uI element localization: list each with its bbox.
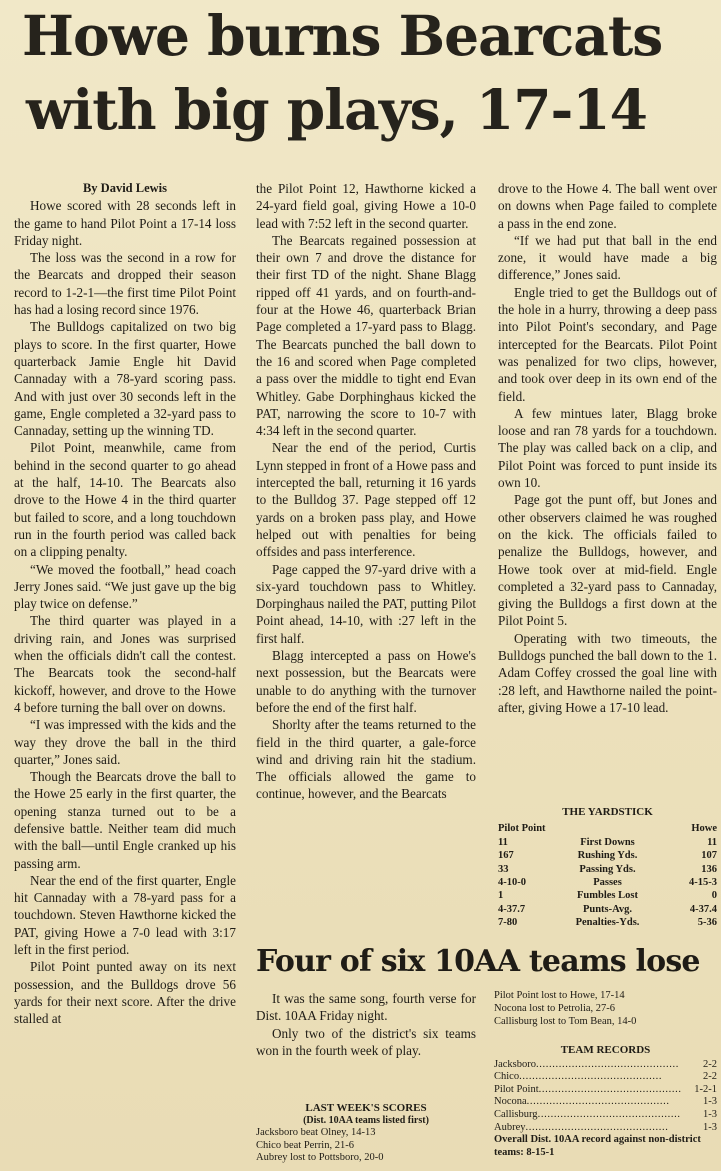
left-team: Pilot Point bbox=[498, 823, 546, 835]
yardstick-table bbox=[498, 806, 717, 930]
stat-name: First Downs bbox=[580, 836, 635, 848]
score-line: Aubrey lost to Pottsboro, 20-0 bbox=[256, 1152, 384, 1164]
stat-name: Penalties-Yds. bbox=[575, 917, 640, 929]
leader-dots bbox=[536, 1059, 703, 1072]
left-value: 1 bbox=[498, 890, 504, 902]
record-row bbox=[494, 1109, 717, 1122]
right-value: 11 bbox=[707, 836, 717, 848]
paragraph: “If we had put that ball in the end zone, it would have made a big difference,” Jones said. bbox=[498, 232, 717, 283]
leader-dots bbox=[538, 1109, 703, 1122]
byline: By David Lewis bbox=[82, 181, 168, 195]
yardstick-title: THE YARDSTICK bbox=[562, 806, 653, 818]
right-team: Howe bbox=[691, 823, 717, 835]
paragraph: Blagg intercepted a pass on Howe's next possession, but the Bearcats were unable to do anything with the turnover before the end of the first half. bbox=[256, 648, 476, 715]
team-record: 1-2-1 bbox=[694, 1083, 717, 1095]
paragraph: Only two of the district's six teams won in the fourth week of play. bbox=[256, 1025, 476, 1058]
team-record: 1-3 bbox=[703, 1108, 717, 1120]
yardstick-row bbox=[498, 863, 717, 876]
right-value: 4-37.4 bbox=[689, 903, 717, 915]
team-name: Aubrey bbox=[494, 1121, 526, 1133]
team-name: Nocona bbox=[494, 1096, 527, 1108]
paragraph: Howe scored with 28 seconds left in the game to hand Pilot Point a 17-14 loss Friday night. bbox=[14, 198, 236, 248]
paragraph: “We moved the football,” head coach Jerry Jones said. “We just gave up the big play twice on defense.” bbox=[14, 561, 236, 612]
left-value: 11 bbox=[498, 836, 508, 848]
leader-dots bbox=[526, 1122, 704, 1135]
sidebar-headline: Four of six 10AA teams lose bbox=[256, 944, 700, 979]
article-headline bbox=[0, 0, 721, 152]
yardstick-header bbox=[498, 822, 717, 835]
sidebar-text bbox=[256, 990, 476, 1059]
paragraph: It was the same song, fourth verse for Dist. 10AA Friday night. bbox=[256, 991, 476, 1024]
right-value: 107 bbox=[701, 850, 717, 862]
left-value: 7-80 bbox=[498, 917, 518, 929]
team-name: Callisburg bbox=[494, 1108, 538, 1120]
paragraph: The third quarter was played in a driving rain, and Jones was surprised when the officials didn't call the contest. The Bearcats took the second-half kickoff, however, and drove to the Howe 4 before turning the ball over on downs. bbox=[14, 613, 236, 715]
right-value: 0 bbox=[711, 890, 717, 902]
paragraph: Shorlty after the teams returned to the field in the third quarter, a gale-force wind and driving rain hit the stadium. The officials allowed the game to continue, however, and the Bearcats bbox=[256, 717, 476, 802]
paragraph: The loss was the second in a row for the Bearcats and dropped their season record to 1-2-1—the first time Pilot Point has had a losing record since 1976. bbox=[14, 250, 236, 318]
paragraph: The Bearcats regained possession at their own 7 and drove the distance for their first TD of the night. Shane Blagg ripped off 41 yards, and on fourth-and-four at the Howe 46, quarterback Brian Page completed a 17-yard pass to Blagg. The Bearcats punched the ball down to the 16 and scored when Page completed a pass over the middle to tight end Evan Whitley. Gabe Dorphinghaus kicked the PAT, narrowing the score to 10-7 with 4:34 left in the second quarter. bbox=[256, 232, 476, 439]
stat-name: Passing Yds. bbox=[579, 863, 636, 875]
paragraph: the Pilot Point 12, Hawthorne kicked a 24-yard field goal, giving Howe a 10-0 lead with 7:52 left in the second quarter. bbox=[256, 181, 476, 231]
more-scores bbox=[494, 990, 717, 1028]
paragraph: drove to the Howe 4. The ball went over on downs when Page failed to complete a pass in the end zone. bbox=[498, 181, 717, 231]
headline-line-1: Howe burns Bearcats bbox=[22, 3, 663, 68]
article-column-1 bbox=[14, 180, 236, 1028]
stat-name: Fumbles Lost bbox=[577, 890, 638, 902]
paragraph: “I was impressed with the kids and the way they drove the ball in the third quarter,” Jones said. bbox=[14, 717, 236, 767]
paragraph: Though the Bearcats drove the ball to the Howe 25 early in the first quarter, the opening stanza turned out to be a defensive battle. Neither team did much with the ball—until Engle cranked up his passing arm. bbox=[14, 769, 236, 871]
scores-title: LAST WEEK'S SCORES bbox=[305, 1102, 427, 1114]
paragraph: Operating with two timeouts, the Bulldogs punched the ball down to the 1. Adam Coffey crossed the goal line with :28 left, and Hawthorne nailed the point-after, giving Howe a 17-10 lead. bbox=[498, 630, 717, 715]
yardstick-row bbox=[498, 876, 717, 889]
headline-line-2: with big plays, 17-14 bbox=[26, 77, 647, 142]
team-name: Jacksboro bbox=[494, 1058, 536, 1070]
yardstick-row bbox=[498, 836, 717, 849]
team-records bbox=[494, 1044, 717, 1159]
right-value: 5-36 bbox=[697, 917, 717, 929]
scores-subtitle: (Dist. 10AA teams listed first) bbox=[303, 1114, 429, 1126]
paragraph: Engle tried to get the Bulldogs out of the hole in a hurry, throwing a deep pass into Pilot Point's secondary, and Page intercepted for the Bearcats. Pilot Point was penalized for two clips, however, and took over deep in its own end of the field. bbox=[498, 284, 717, 404]
yardstick-row bbox=[498, 903, 717, 916]
right-value: 136 bbox=[701, 863, 717, 875]
paragraph: Pilot Point, meanwhile, came from behind in the second quarter to go ahead at the half, 14-10. The Bearcats also drove to the Howe 4 in the third quarter but failed to score, and a long touchdown run in the fourth period was called back on a clipping penalty. bbox=[14, 440, 236, 560]
yardstick-row bbox=[498, 849, 717, 862]
right-value: 4-15-3 bbox=[689, 877, 717, 889]
team-record: 1-3 bbox=[703, 1121, 717, 1133]
leader-dots bbox=[539, 1084, 695, 1097]
article-column-3 bbox=[498, 180, 717, 716]
record-row bbox=[494, 1122, 717, 1135]
left-value: 4-37.7 bbox=[498, 903, 526, 915]
paragraph: Near the end of the first quarter, Engle hit Cannaday with a 78-yard pass for a touchdown. Steven Hawthorne kicked the PAT, giving Howe a 7-0 lead with 3:17 left in the first period. bbox=[14, 872, 236, 958]
score-line: Jacksboro beat Olney, 14-13 bbox=[256, 1127, 376, 1139]
left-value: 33 bbox=[498, 863, 509, 875]
score-line: Chico beat Perrin, 21-6 bbox=[256, 1139, 354, 1151]
record-row bbox=[494, 1059, 717, 1072]
leader-dots bbox=[519, 1071, 703, 1084]
last-week-scores bbox=[256, 1102, 476, 1165]
team-name: Chico bbox=[494, 1071, 520, 1083]
record-row bbox=[494, 1096, 717, 1109]
score-line: Pilot Point lost to Howe, 17-14 bbox=[494, 990, 625, 1001]
records-title: TEAM RECORDS bbox=[560, 1044, 651, 1056]
paragraph: Page capped the 97-yard drive with a six-yard touchdown pass to Whitley. Dorpinghaus nailed the PAT, putting Pilot Point ahead, 14-10, with :27 left in the first half. bbox=[256, 561, 476, 646]
paragraph: Pilot Point punted away on its next possession, and the Bulldogs drove 56 yards for their next score. After the drive stalled at bbox=[14, 959, 236, 1027]
yardstick-row bbox=[498, 889, 717, 902]
paragraph: The Bulldogs capitalized on two big plays to score. In the first quarter, Howe quarterback Jamie Engle hit David Cannaday with a 78-yard scoring pass. And with just over 30 seconds left in the game, Engle completed a 32-yard pass to Cannaday, setting up the winning TD. bbox=[14, 319, 236, 439]
team-name: Pilot Point bbox=[494, 1083, 539, 1095]
left-value: 167 bbox=[498, 850, 514, 862]
yardstick-row bbox=[498, 916, 717, 929]
record-row bbox=[494, 1071, 717, 1084]
paragraph: Near the end of the period, Curtis Lynn stepped in front of a Howe pass and intercepted the ball, returning it 16 yards to the Bulldog 37. Page stepped off 12 yards on a broken pass play, and Howe helped out with penalties for being offsides and pass interference. bbox=[256, 440, 476, 560]
stat-name: Punts-Avg. bbox=[582, 903, 633, 915]
score-line: Nocona lost to Petrolia, 27-6 bbox=[494, 1002, 616, 1014]
record-row bbox=[494, 1084, 717, 1097]
left-value: 4-10-0 bbox=[498, 877, 526, 889]
team-record: 2-2 bbox=[703, 1071, 717, 1083]
stat-name: Passes bbox=[593, 877, 622, 889]
score-line: Callisburg lost to Tom Bean, 14-0 bbox=[494, 1015, 637, 1027]
paragraph: Page got the punt off, but Jones and other observers claimed he was roughed on the kick. The officials failed to penalize the Bulldogs, however, and Howe took over at mid-field. Engle completed a 32-yard pass to Cannaday, giving the Bulldogs a first down at the Pilot Point 5. bbox=[498, 492, 717, 629]
team-record: 1-3 bbox=[703, 1096, 717, 1108]
paragraph: A few mintues later, Blagg broke loose and ran 78 yards for a touchdown. The play was called back on a clip, and Pilot Point was forced to punt inside its own 10. bbox=[498, 405, 717, 491]
stat-name: Rushing Yds. bbox=[577, 850, 638, 862]
team-record: 2-2 bbox=[703, 1058, 717, 1070]
leader-dots bbox=[527, 1096, 703, 1109]
article-column-2 bbox=[256, 180, 476, 803]
overall-record: Overall Dist. 10AA record against non-district teams: 8-15-1 bbox=[494, 1134, 701, 1158]
